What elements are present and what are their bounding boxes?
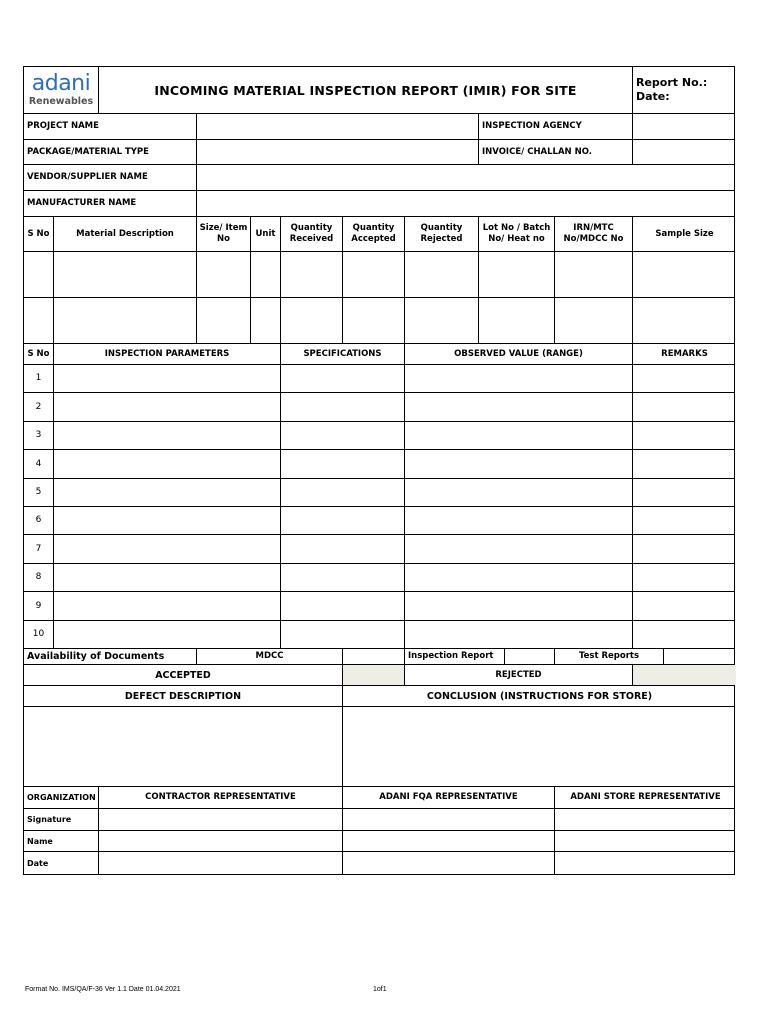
company-logo [24, 67, 99, 113]
inspection-report-label: Inspection Report [405, 649, 505, 664]
inspection-row [23, 534, 735, 563]
contractor-signature-field[interactable] [99, 809, 343, 830]
report-no-label: Report No.: [636, 76, 708, 89]
accepted-checkbox[interactable] [343, 665, 405, 685]
observed-cell[interactable] [405, 479, 633, 506]
remarks-cell[interactable] [633, 479, 736, 506]
inspection-row [23, 421, 735, 449]
specification-cell[interactable] [281, 535, 405, 563]
signoff-row [23, 808, 735, 830]
parameter-cell[interactable] [54, 365, 281, 392]
store-signature-field[interactable] [555, 809, 736, 830]
accepted-label: ACCEPTED [24, 665, 343, 685]
observed-cell[interactable] [405, 564, 633, 591]
row-number: 9 [24, 592, 54, 620]
parameter-cell[interactable] [54, 621, 281, 648]
remarks-cell[interactable] [633, 365, 736, 392]
inspection-col-remarks: REMARKS [661, 348, 708, 359]
col-qty-received: Quantity Received [281, 217, 343, 251]
row-number: 8 [24, 564, 54, 591]
package-material-label: PACKAGE/MATERIAL TYPE [24, 140, 197, 164]
store-name-field[interactable] [555, 831, 736, 851]
availability-label: Availability of Documents [24, 649, 197, 664]
inspection-row [23, 620, 735, 648]
col-qty-accepted: Quantity Accepted [343, 217, 405, 251]
material-cell[interactable] [343, 252, 405, 297]
inspection-agency-field[interactable] [633, 114, 736, 139]
specification-cell[interactable] [281, 365, 405, 392]
rejected-label: REJECTED [405, 665, 633, 685]
inspection-row [23, 591, 735, 620]
parameter-cell[interactable] [54, 422, 281, 449]
project-name-field[interactable] [197, 114, 479, 139]
invoice-field[interactable] [633, 140, 736, 164]
rejected-checkbox[interactable] [633, 665, 736, 685]
table-bottom-border [23, 874, 735, 875]
remarks-cell[interactable] [633, 450, 736, 478]
inspection-col-sno: S No [24, 344, 54, 364]
logo-subtitle: Renewables [28, 96, 94, 107]
parameter-cell[interactable] [54, 535, 281, 563]
parameter-cell[interactable] [54, 479, 281, 506]
material-cell[interactable] [24, 252, 54, 297]
signature-label: Signature [24, 809, 99, 830]
store-rep-label: ADANI STORE REPRESENTATIVE [570, 792, 721, 802]
format-number: Format No. IMS/QA/F-36 Ver 1.1 Date 01.04.2021 [25, 986, 181, 993]
col-sno: S No [24, 217, 54, 251]
observed-cell[interactable] [405, 393, 633, 421]
specification-cell[interactable] [281, 621, 405, 648]
organization-label: ORGANIZATION [24, 787, 99, 808]
defect-description-field[interactable] [24, 707, 343, 786]
inspection-col-specifications: SPECIFICATIONS [281, 344, 405, 364]
specification-cell[interactable] [281, 422, 405, 449]
fqa-signature-field[interactable] [343, 809, 555, 830]
defect-description-label: DEFECT DESCRIPTION [24, 686, 343, 706]
observed-cell[interactable] [405, 450, 633, 478]
manufacturer-label: MANUFACTURER NAME [24, 191, 197, 216]
material-cell[interactable] [251, 298, 281, 343]
contractor-name-field[interactable] [99, 831, 343, 851]
col-qty-rejected: Quantity Rejected [405, 217, 479, 251]
remarks-cell[interactable] [633, 564, 736, 591]
inspection-agency-label: INSPECTION AGENCY [479, 114, 633, 139]
material-cell[interactable] [54, 252, 197, 297]
material-table-header [23, 216, 735, 251]
material-cell[interactable] [555, 252, 633, 297]
vendor-field[interactable] [197, 165, 736, 190]
row-number: 10 [24, 621, 54, 648]
inspection-row [23, 478, 735, 506]
row-number: 5 [24, 479, 54, 506]
signoff-row [23, 830, 735, 851]
row-number: 1 [24, 365, 54, 392]
material-cell[interactable] [281, 252, 343, 297]
specification-cell[interactable] [281, 393, 405, 421]
specification-cell[interactable] [281, 564, 405, 591]
defect-conclusion-header [23, 685, 735, 706]
material-row [23, 251, 735, 297]
mdcc-field[interactable] [343, 649, 405, 664]
inspection-report-form [23, 66, 735, 874]
specification-cell[interactable] [281, 479, 405, 506]
specification-cell[interactable] [281, 450, 405, 478]
material-cell[interactable] [24, 298, 54, 343]
contractor-rep-label: CONTRACTOR REPRESENTATIVE [99, 787, 343, 808]
mdcc-label: MDCC [197, 649, 343, 664]
defect-conclusion-body [23, 706, 735, 786]
conclusion-field[interactable] [343, 707, 736, 786]
info-row-manufacturer [23, 190, 735, 216]
remarks-cell[interactable] [633, 422, 736, 449]
contractor-date-field[interactable] [99, 852, 343, 874]
parameter-cell[interactable] [54, 393, 281, 421]
header-row [23, 66, 735, 113]
material-cell[interactable] [633, 298, 736, 343]
remarks-cell[interactable] [633, 535, 736, 563]
test-reports-field[interactable] [664, 649, 736, 664]
inspection-row [23, 563, 735, 591]
inspection-col-parameters: INSPECTION PARAMETERS [54, 344, 281, 364]
col-sample-size: Sample Size [655, 228, 714, 239]
inspection-table-header [23, 343, 735, 364]
conclusion-label: CONCLUSION (INSTRUCTIONS FOR STORE) [426, 690, 653, 702]
remarks-cell[interactable] [633, 592, 736, 620]
parameter-cell[interactable] [54, 507, 281, 534]
observed-cell[interactable] [405, 535, 633, 563]
remarks-cell[interactable] [633, 621, 736, 648]
observed-cell[interactable] [405, 422, 633, 449]
report-meta [633, 67, 736, 113]
decision-row [23, 664, 735, 685]
report-title: INCOMING MATERIAL INSPECTION REPORT (IMIR) FOR SITE [99, 67, 633, 113]
parameter-cell[interactable] [54, 592, 281, 620]
specification-cell[interactable] [281, 507, 405, 534]
inspection-col-observed: OBSERVED VALUE (RANGE) [405, 344, 633, 364]
observed-cell[interactable] [405, 365, 633, 392]
manufacturer-field[interactable] [197, 191, 736, 216]
material-cell[interactable] [197, 298, 251, 343]
inspection-row [23, 449, 735, 478]
col-irn-mtc: IRN/MTC No/MDCC No [555, 217, 633, 251]
remarks-cell[interactable] [633, 507, 736, 534]
material-cell[interactable] [555, 298, 633, 343]
material-cell[interactable] [405, 252, 479, 297]
fqa-name-field[interactable] [343, 831, 555, 851]
parameter-cell[interactable] [54, 564, 281, 591]
material-cell[interactable] [281, 298, 343, 343]
observed-cell[interactable] [405, 592, 633, 620]
material-cell[interactable] [405, 298, 479, 343]
specification-cell[interactable] [281, 592, 405, 620]
date-label: Date [24, 852, 99, 874]
row-number: 7 [24, 535, 54, 563]
col-unit: Unit [251, 217, 281, 251]
signoff-header [23, 786, 735, 808]
logo-word: adani [31, 71, 91, 96]
col-size: Size/ Item No [197, 217, 251, 251]
package-material-field[interactable] [197, 140, 479, 164]
material-cell[interactable] [479, 298, 555, 343]
observed-cell[interactable] [405, 621, 633, 648]
row-number: 4 [24, 450, 54, 478]
material-cell[interactable] [479, 252, 555, 297]
observed-cell[interactable] [405, 507, 633, 534]
signoff-row [23, 851, 735, 874]
col-lot-no: Lot No / Batch No/ Heat no [479, 217, 555, 251]
inspection-row [23, 364, 735, 392]
inspection-row [23, 506, 735, 534]
test-reports-label: Test Reports [555, 649, 664, 664]
inspection-report-field[interactable] [505, 649, 555, 664]
invoice-label: INVOICE/ CHALLAN NO. [479, 140, 633, 164]
row-number: 2 [24, 393, 54, 421]
material-cell[interactable] [343, 298, 405, 343]
material-cell[interactable] [197, 252, 251, 297]
project-name-label: PROJECT NAME [24, 114, 197, 139]
info-row-vendor [23, 164, 735, 190]
name-label: Name [24, 831, 99, 851]
page-number: 1of1 [373, 986, 387, 993]
inspection-row [23, 392, 735, 421]
material-cell[interactable] [251, 252, 281, 297]
col-material-description: Material Description [54, 217, 197, 251]
info-row-project [23, 113, 735, 139]
report-date-label: Date: [636, 90, 670, 103]
info-row-package [23, 139, 735, 164]
row-number: 3 [24, 422, 54, 449]
store-date-field[interactable] [555, 852, 736, 874]
fqa-rep-label: ADANI FQA REPRESENTATIVE [343, 787, 555, 808]
material-cell[interactable] [633, 252, 736, 297]
vendor-label: VENDOR/SUPPLIER NAME [24, 165, 197, 190]
material-cell[interactable] [54, 298, 197, 343]
fqa-date-field[interactable] [343, 852, 555, 874]
row-number: 6 [24, 507, 54, 534]
documents-row [23, 648, 735, 664]
parameter-cell[interactable] [54, 450, 281, 478]
remarks-cell[interactable] [633, 393, 736, 421]
material-row [23, 297, 735, 343]
